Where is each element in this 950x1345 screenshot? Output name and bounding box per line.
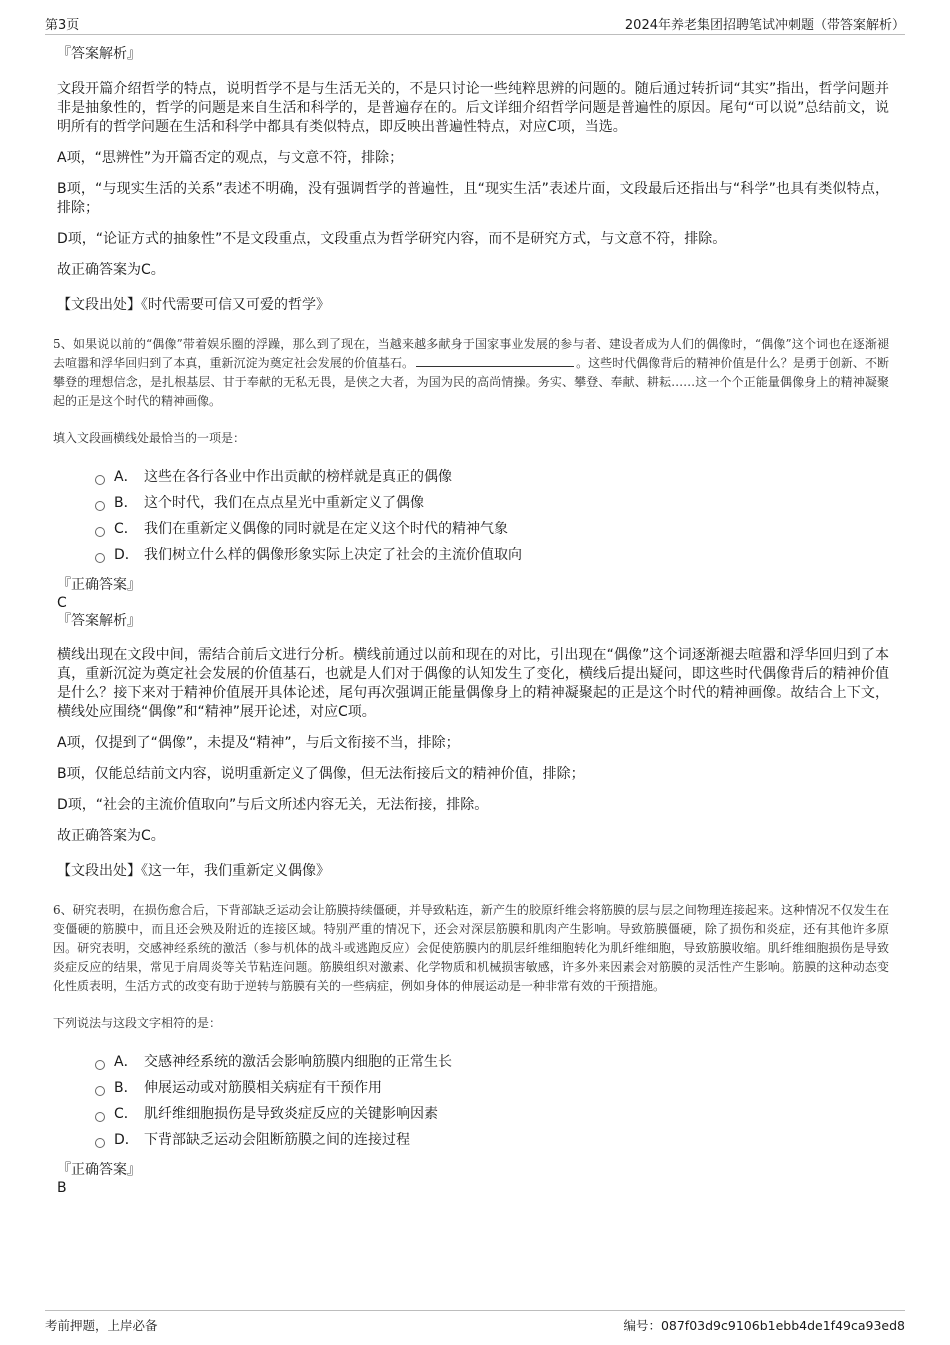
page-number: 第3页 <box>45 18 80 33</box>
q6-option-d[interactable]: D． 下背部缺乏运动会阻断筋膜之间的连接过程 <box>95 1127 889 1153</box>
q6-option-c[interactable]: C． 肌纤维细胞损伤是导致炎症反应的关键影响因素 <box>95 1101 889 1127</box>
document-title: 2024年养老集团招聘笔试冲刺题（带答案解析） <box>624 18 905 33</box>
q5-question-text <box>53 335 889 411</box>
q5-analysis-para: D项，“社会的主流价值取向”与后文所述内容无关，无法衔接，排除。 <box>57 797 489 813</box>
q6-answer-block <box>57 1161 889 1197</box>
q5-option-c[interactable]: C． 我们在重新定义偶像的同时就是在定义这个时代的精神气象 <box>95 516 889 542</box>
q5-analysis-label: 『答案解析』 <box>57 613 141 629</box>
q5-analysis-para: 横线出现在文段中间，需结合前后文进行分析。横线前通过以前和现在的对比，引出现在“偶像”这个词逐渐褪去喧嚣和浮华回归到了本真，重新沉淀为奠定社会发展的价值基石，也就是人们对于偶像的认知发生了变化，横线后提出疑问，即这些时代偶像背后的精神价值是什么？接下来对于精神价值展开具体论述，尾句再次强调正能量偶像身上的精神凝聚起的正是这个时代的精神画像。故结合上下文，横线处应围绕“偶像”和“精神”展开论述，对应C项。 <box>57 647 889 720</box>
q4-conclusion: 故正确答案为C。 <box>57 262 165 278</box>
radio-icon[interactable] <box>95 475 105 485</box>
q5-option-b[interactable]: B． 这个时代，我们在点点星光中重新定义了偶像 <box>95 490 889 516</box>
q6-options <box>95 1049 889 1153</box>
radio-icon[interactable] <box>95 1112 105 1122</box>
q6-prompt: 下列说法与这段文字相符的是： <box>53 1016 222 1030</box>
q5-correct-answer: C <box>57 595 67 611</box>
q5-analysis-para: A项，仅提到了“偶像”，未提及“精神”，与后文衔接不当，排除； <box>57 735 460 751</box>
q6-option-b[interactable]: B． 伸展运动或对筋膜相关病症有干预作用 <box>95 1075 889 1101</box>
radio-icon[interactable] <box>95 527 105 537</box>
radio-icon[interactable] <box>95 501 105 511</box>
q5-analysis-para: B项，仅能总结前文内容，说明重新定义了偶像，但无法衔接后文的精神价值，排除； <box>57 766 585 782</box>
q5-conclusion: 故正确答案为C。 <box>57 828 165 844</box>
q5-option-d[interactable]: D． 我们树立什么样的偶像形象实际上决定了社会的主流价值取向 <box>95 542 889 568</box>
q6-option-a[interactable]: A． 交感神经系统的激活会影响筋膜内细胞的正常生长 <box>95 1049 889 1075</box>
q5-text-after-blank: 。这些时代偶像背后的精神价值是什么？是勇于创新、不断攀登的理想信念，是扎根基层、甘于奉献的无私无畏，是侠之大者，为国为民的高尚情操。务实、攀登、奉献、耕耘……这一个个正能量偶像身上的精神凝聚起的正是这个时代的精神画像。 <box>53 356 889 408</box>
q6-correct-answer: B <box>57 1180 67 1196</box>
q5-text-before-blank: 5、如果说以前的“偶像”带着娱乐圈的浮躁，那么到了现在，当越来越多献身于国家事业发展的参与者、建设者成为人们的偶像时，“偶像”这个词也在逐渐褪去喧嚣和浮华回归到了本真，重新沉淀为奠定社会发展的价值基石。 <box>53 337 889 370</box>
q4-analysis-para: 文段开篇介绍哲学的特点，说明哲学不是与生活无关的，不是只讨论一些纯粹思辨的问题的。随后通过转折词“其实”指出，哲学问题并非是抽象性的，哲学的问题是来自生活和科学的，是普遍存在的。后文详细介绍哲学问题是普遍性的原因。尾句“可以说”总结前文，说明所有的哲学问题在生活和科学中都具有类似特点，即反映出普遍性特点，对应C项，当选。 <box>57 81 889 135</box>
q5-options <box>95 464 889 568</box>
radio-icon[interactable] <box>95 553 105 563</box>
document-body <box>53 44 889 1197</box>
page-footer <box>45 1310 905 1337</box>
q4-source: 【文段出处】《时代需要可信又可爱的哲学》 <box>57 297 330 313</box>
q4-analysis-label: 『答案解析』 <box>57 46 141 62</box>
q5-prompt: 填入文段画横线处最恰当的一项是： <box>53 431 246 445</box>
q5-answer-block <box>57 576 889 630</box>
q5-correct-label: 『正确答案』 <box>57 577 141 593</box>
q5-option-a[interactable]: A． 这些在各行各业中作出贡献的榜样就是真正的偶像 <box>95 464 889 490</box>
radio-icon[interactable] <box>95 1086 105 1096</box>
q4-analysis-para: D项，“论证方式的抽象性”不是文段重点，文段重点为哲学研究内容，而不是研究方式，与文意不符，排除。 <box>57 231 727 247</box>
radio-icon[interactable] <box>95 1138 105 1148</box>
fill-in-blank <box>416 354 574 367</box>
q4-analysis-para: B项，“与现实生活的关系”表述不明确，没有强调哲学的普遍性，且“现实生活”表述片面，文段最后还指出与“科学”也具有类似特点，排除； <box>57 181 889 216</box>
q4-analysis-para: A项，“思辨性”为开篇否定的观点，与文意不符，排除； <box>57 150 404 166</box>
q6-correct-label: 『正确答案』 <box>57 1162 141 1178</box>
q6-question-text: 6、研究表明，在损伤愈合后，下背部缺乏运动会让筋膜持续僵硬，并导致粘连，新产生的胶原纤维会将筋膜的层与层之间物理连接起来。这种情况不仅发生在变僵硬的筋膜中，而且还会殃及附近的连接区域。特别严重的情况下，还会对深层筋膜和肌肉产生影响。导致筋膜僵硬，除了损伤和炎症，还有其他许多原因。研究表明，交感神经系统的激活（参与机体的战斗或逃跑反应）会促使筋膜内的肌层纤维细胞转化为肌纤维细胞，导致筋膜收缩。肌纤维细胞损伤是导致炎症反应的结果，常见于肩周炎等关节粘连问题。筋膜组织对激素、化学物质和机械损害敏感，许多外来因素会对筋膜的灵活性产生影响。筋膜的这种动态变化性质表明，生活方式的改变有助于逆转与筋膜有关的一些病症，例如身体的伸展运动是一种非常有效的干预措施。 <box>53 903 889 993</box>
q5-source: 【文段出处】《这一年，我们重新定义偶像》 <box>57 863 330 879</box>
document-code: 编号：087f03d9c9106b1ebb4de1f49ca93ed8 <box>623 1318 905 1333</box>
footer-slogan: 考前押题，上岸必备 <box>45 1318 158 1333</box>
radio-icon[interactable] <box>95 1060 105 1070</box>
page-header <box>45 12 905 35</box>
